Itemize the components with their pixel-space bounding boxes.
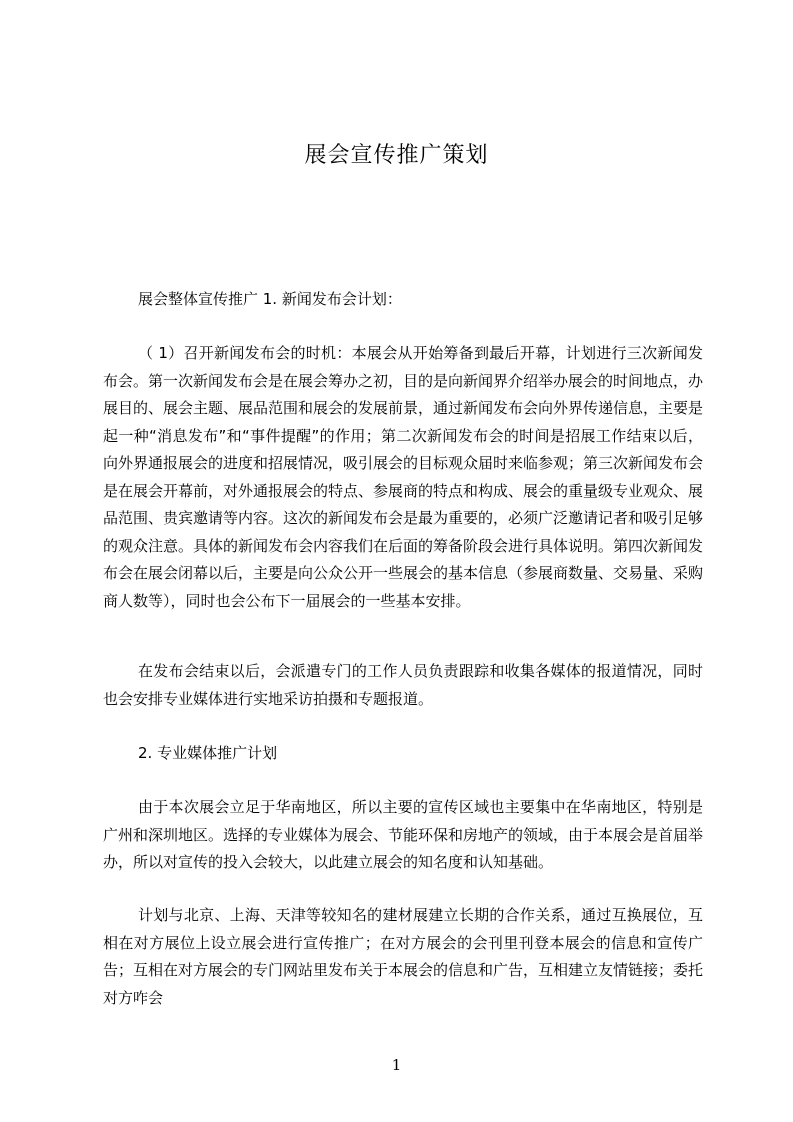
paragraph-media-plan: 由于本次展会立足于华南地区，所以主要的宣传区域也主要集中在华南地区，特别是广州和深圳地区。选择的专业媒体为展会、节能环保和房地产的领域，由于本展会是首届举办，所以对宣传的投入会较大，以此建立展会的知名度和认知基础。 xyxy=(103,798,704,871)
page-number: 1 xyxy=(391,1056,402,1074)
paragraph-media-heading: 2. 专业媒体推广计划 xyxy=(138,744,278,762)
paragraph-cooperation: 计划与北京、上海、天津等较知名的建材展建立长期的合作关系，通过互换展位，互相在对方展位上设立展会进行宣传推广；在对方展会的会刊里刊登本展会的信息和宣传广告；互相在对方展会的专门网站里发布关于本展会的信息和广告，互相建立友情链接；委托对方咋会 xyxy=(103,906,704,1007)
document-title: 展会宣传推广策划 xyxy=(304,143,489,168)
paragraph-overview: 展会整体宣传推广 1. 新闻发布会计划： xyxy=(138,290,402,308)
paragraph-followup: 在发布会结束以后，会派遣专门的工作人员负责跟踪和收集各媒体的报道情况，同时也会安排专业媒体进行实地采访拍摄和专题报道。 xyxy=(103,662,703,708)
paragraph-press-conference: （ 1）召开新闻发布会的时机：本展会从开始筹备到最后开幕，计划进行三次新闻发布会。第一次新闻发布会是在展会筹办之初，目的是向新闻界介绍举办展会的时间地点，办展目的、展会主题、展品范围和展会的发展前景，通过新闻发布会向外界传递信息，主要是起一种“消息发布”和“事件提醒”的作用；第二次新闻发布会的时间是招展工作结束以后，向外界通报展会的进度和招展情况，吸引展会的目标观众届时来临参观；第三次新闻发布会是在展会开幕前，对外通报展会的特点、参展商的特点和构成、展会的重量级专业观众、展品范围、贵宾邀请等内容。这次的新闻发布会是最为重要的，必须广泛邀请记者和吸引足够的观众注意。具体的新闻发布会内容我们在后面的筹备阶段会进行具体说明。第四次新闻发布会在展会闭幕以后，主要是向公众公开一些展会的基本信息（参展商数量、交易量、采购商人数等），同时也会公布下一届展会的一些基本安排。 xyxy=(103,344,704,610)
